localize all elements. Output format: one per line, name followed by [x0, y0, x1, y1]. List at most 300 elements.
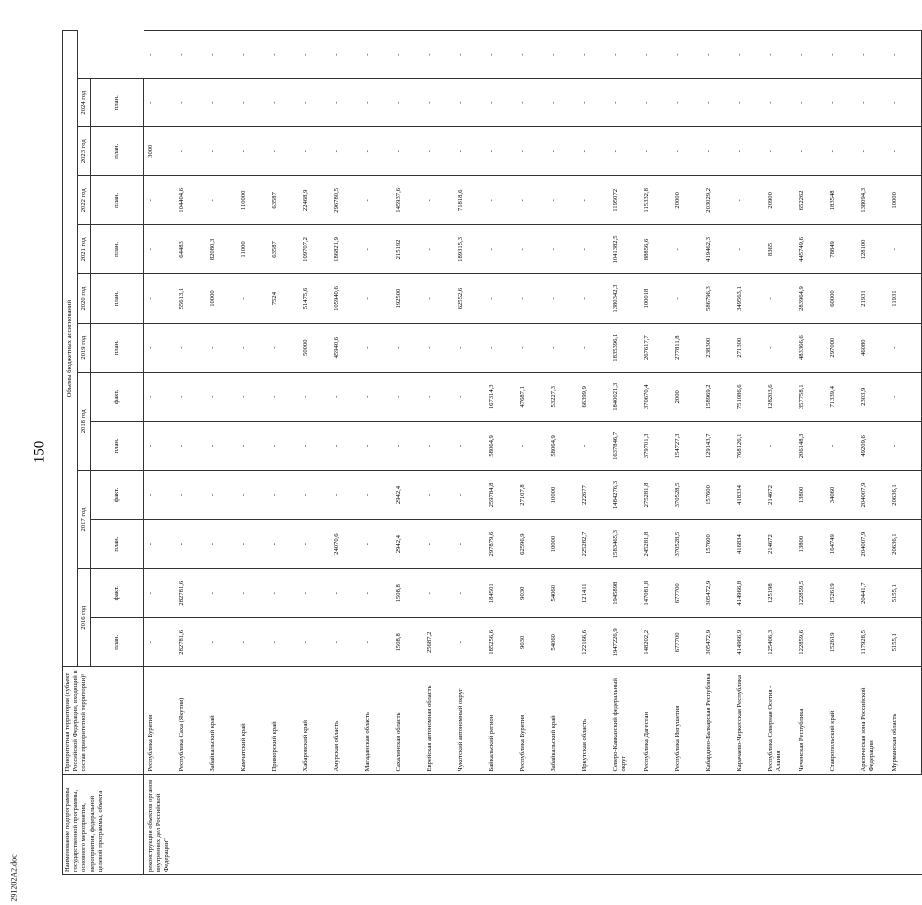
- value-cell: -: [208, 79, 239, 127]
- region-name-cell: Приморский край: [270, 667, 301, 774]
- region-name-cell: Арктическая зона Российской Федерации: [859, 667, 890, 774]
- value-cell: 416834: [735, 520, 766, 569]
- value-cell: -: [394, 323, 425, 372]
- value-cell: -: [890, 372, 922, 421]
- value-cell: -: [425, 520, 456, 569]
- value-cell: -: [828, 421, 859, 470]
- value-cell: -: [394, 372, 425, 421]
- value-cell: -: [208, 127, 239, 176]
- value-cell: -: [735, 176, 766, 225]
- value-cell: 267617,7: [642, 323, 673, 372]
- value-cell: -: [890, 421, 922, 470]
- value-cell: 238300: [704, 323, 735, 372]
- value-cell: 128203,6: [766, 372, 797, 421]
- region-name-cell: Республика Северная Осетия - Алания: [766, 667, 797, 774]
- value-cell: 1484276,3: [611, 470, 642, 519]
- value-cell: -: [425, 176, 456, 225]
- value-cell: -: [704, 79, 735, 127]
- table-row: [425, 31, 456, 875]
- value-cell: 129143,7: [704, 421, 735, 470]
- value-cell: 71818,6: [456, 176, 487, 225]
- value-cell: -: [487, 79, 518, 127]
- value-cell: -: [580, 274, 611, 323]
- value-cell: -: [549, 176, 580, 225]
- value-cell: 677700: [673, 569, 704, 618]
- value-cell: -: [487, 31, 518, 79]
- value-cell: 10000: [549, 520, 580, 569]
- value-cell: 62596,9: [518, 520, 549, 569]
- value-cell: 71339,4: [828, 372, 859, 421]
- value-cell: 214672: [766, 470, 797, 519]
- value-cell: 152619: [828, 569, 859, 618]
- value-cell: -: [487, 127, 518, 176]
- value-cell: 88856,6: [642, 225, 673, 274]
- value-cell: 121411: [580, 569, 611, 618]
- value-cell: 751086,6: [735, 372, 766, 421]
- value-cell: 1380342,3: [611, 274, 642, 323]
- value-cell: -: [363, 470, 394, 519]
- value-cell: -: [363, 520, 394, 569]
- table-row: [301, 31, 332, 875]
- value-cell: 282781,6: [177, 569, 208, 618]
- value-cell: -: [425, 274, 456, 323]
- value-cell: -: [766, 31, 797, 79]
- region-name-cell: Республика Саха (Якутия): [177, 667, 208, 774]
- table-row: [549, 31, 580, 875]
- value-cell: -: [735, 225, 766, 274]
- value-cell: 215192: [394, 225, 425, 274]
- value-cell: 20636,1: [890, 520, 922, 569]
- value-cell: -: [425, 127, 456, 176]
- value-cell: -: [518, 176, 549, 225]
- value-cell: 1508,8: [394, 618, 425, 667]
- region-name-cell: Хабаровский край: [301, 667, 332, 774]
- value-cell: 245281,8: [642, 520, 673, 569]
- table-row: [611, 31, 642, 875]
- value-cell: 183548: [828, 176, 859, 225]
- table-row: [363, 31, 394, 875]
- value-cell: 185256,6: [487, 618, 518, 667]
- value-cell: 189315,3: [456, 225, 487, 274]
- value-cell: -: [487, 274, 518, 323]
- value-cell: -: [456, 372, 487, 421]
- value-cell: 2000: [673, 372, 704, 421]
- value-cell: 1508,8: [394, 569, 425, 618]
- value-cell: 1583465,3: [611, 520, 642, 569]
- value-cell: 58064,9: [487, 421, 518, 470]
- object-label-cell: реконструкция объектов органов внутренних дел Российской Федерации": [144, 774, 922, 874]
- value-cell: 164749: [828, 520, 859, 569]
- header-plan: план.: [91, 274, 144, 323]
- budget-table: [62, 30, 922, 875]
- value-cell: 10000: [549, 470, 580, 519]
- value-cell: -: [301, 372, 332, 421]
- value-cell: 419462,3: [704, 225, 735, 274]
- header-year-2021: 2021 год: [78, 225, 91, 274]
- value-cell: -: [177, 372, 208, 421]
- value-cell: -: [270, 421, 301, 470]
- value-cell: -: [363, 225, 394, 274]
- value-cell: -: [766, 421, 797, 470]
- value-cell: 184501: [487, 569, 518, 618]
- table-row: [704, 31, 735, 875]
- region-name-cell: Чеченская Республика: [797, 667, 828, 774]
- value-cell: -: [859, 127, 890, 176]
- table-row: [580, 31, 611, 875]
- value-cell: -: [704, 31, 735, 79]
- value-cell: -: [456, 618, 487, 667]
- value-cell: 55613,1: [177, 274, 208, 323]
- value-cell: -: [144, 372, 178, 421]
- value-cell: 3000: [144, 127, 178, 176]
- value-cell: 297879,6: [487, 520, 518, 569]
- value-cell: -: [766, 323, 797, 372]
- value-cell: -: [487, 323, 518, 372]
- value-cell: 277811,8: [673, 323, 704, 372]
- value-cell: -: [704, 127, 735, 176]
- value-cell: 1041382,5: [611, 225, 642, 274]
- value-cell: -: [144, 274, 178, 323]
- value-cell: 652262: [797, 176, 828, 225]
- value-cell: -: [456, 127, 487, 176]
- value-cell: -: [144, 323, 178, 372]
- value-cell: 5155,1: [890, 618, 922, 667]
- value-cell: -: [363, 323, 394, 372]
- value-cell: -: [270, 127, 301, 176]
- value-cell: 1835396,1: [611, 323, 642, 372]
- value-cell: -: [642, 79, 673, 127]
- value-cell: 9030: [518, 618, 549, 667]
- value-cell: -: [425, 470, 456, 519]
- value-cell: 53227,3: [549, 372, 580, 421]
- value-cell: -: [208, 470, 239, 519]
- header-plan: план.: [91, 127, 144, 176]
- value-cell: 370670,4: [642, 372, 673, 421]
- value-cell: 10000: [208, 274, 239, 323]
- table-row: [797, 31, 828, 875]
- value-cell: -: [177, 520, 208, 569]
- value-cell: -: [890, 127, 922, 176]
- value-cell: 7524: [270, 274, 301, 323]
- value-cell: -: [518, 323, 549, 372]
- value-cell: 145937,6: [394, 176, 425, 225]
- value-cell: -: [394, 421, 425, 470]
- value-cell: -: [580, 323, 611, 372]
- value-cell: 110000: [239, 176, 270, 225]
- value-cell: 586796,3: [704, 274, 735, 323]
- value-cell: 677700: [673, 618, 704, 667]
- table-row: [332, 31, 363, 875]
- value-cell: -: [177, 31, 208, 79]
- value-cell: 206148,3: [797, 421, 828, 470]
- header-plan: план.: [91, 225, 144, 274]
- value-cell: -: [177, 79, 208, 127]
- value-cell: 167314,3: [487, 372, 518, 421]
- region-name-cell: Республика Бурятия: [518, 667, 549, 774]
- value-cell: -: [363, 274, 394, 323]
- value-cell: 54060: [549, 618, 580, 667]
- value-cell: 11931: [890, 274, 922, 323]
- value-cell: -: [425, 421, 456, 470]
- value-cell: -: [177, 470, 208, 519]
- table-row: [766, 31, 797, 875]
- value-cell: -: [270, 323, 301, 372]
- value-cell: -: [363, 31, 394, 79]
- header-year-2017: 2017 год: [78, 470, 91, 568]
- value-cell: -: [301, 421, 332, 470]
- value-cell: -: [797, 127, 828, 176]
- value-cell: 82080,3: [208, 225, 239, 274]
- value-cell: -: [177, 421, 208, 470]
- value-cell: -: [580, 79, 611, 127]
- value-cell: 357758,1: [797, 372, 828, 421]
- value-cell: -: [239, 79, 270, 127]
- value-cell: -: [828, 127, 859, 176]
- header-plan: план.: [91, 520, 144, 569]
- value-cell: -: [363, 372, 394, 421]
- value-cell: 158969,2: [704, 372, 735, 421]
- value-cell: 128100: [859, 225, 890, 274]
- value-cell: 138094,3: [859, 176, 890, 225]
- value-cell: 2942,4: [394, 520, 425, 569]
- value-cell: 8365: [766, 225, 797, 274]
- value-cell: -: [766, 79, 797, 127]
- value-cell: 50000: [301, 323, 332, 372]
- header-year-2016: 2016 год: [78, 569, 91, 667]
- region-name-cell: Мурманская область: [890, 667, 922, 774]
- header-year-2018: 2018 год: [78, 372, 91, 470]
- value-cell: 414966,8: [735, 569, 766, 618]
- value-cell: -: [425, 323, 456, 372]
- table-row: [177, 31, 208, 875]
- header-fact: факт.: [91, 372, 144, 421]
- value-cell: -: [890, 31, 922, 79]
- value-cell: -: [270, 470, 301, 519]
- value-cell: 1947226,9: [611, 618, 642, 667]
- table-row: [859, 31, 890, 875]
- table-row: [394, 31, 425, 875]
- value-cell: 204007,9: [859, 470, 890, 519]
- value-cell: -: [580, 176, 611, 225]
- value-cell: 109707,2: [301, 225, 332, 274]
- value-cell: -: [456, 421, 487, 470]
- value-cell: 63587: [270, 176, 301, 225]
- value-cell: -: [456, 470, 487, 519]
- value-cell: 283964,9: [797, 274, 828, 323]
- value-cell: 60000: [828, 274, 859, 323]
- value-cell: -: [425, 569, 456, 618]
- value-cell: -: [332, 618, 363, 667]
- value-cell: -: [890, 225, 922, 274]
- value-cell: -: [301, 127, 332, 176]
- table-row: [735, 31, 766, 875]
- header-plan: план.: [91, 323, 144, 372]
- value-cell: -: [270, 569, 301, 618]
- value-cell: 1195072: [611, 176, 642, 225]
- header-program-name: Наименование подпрограммы государственной программы, основного мероприятия, мероприятия, федеральной целевой программы, объекта: [63, 774, 144, 874]
- header-fact: факт.: [91, 470, 144, 519]
- value-cell: -: [270, 618, 301, 667]
- value-cell: 100018: [642, 274, 673, 323]
- value-cell: 125198: [766, 569, 797, 618]
- value-cell: -: [487, 176, 518, 225]
- value-cell: 51475,6: [301, 274, 332, 323]
- value-cell: 370528,5: [673, 520, 704, 569]
- table-row: [642, 31, 673, 875]
- value-cell: -: [518, 31, 549, 79]
- value-cell: 115332,8: [642, 176, 673, 225]
- value-cell: -: [611, 127, 642, 176]
- value-cell: 104404,6: [177, 176, 208, 225]
- region-name-cell: Еврейская автономная область: [425, 667, 456, 774]
- value-cell: -: [425, 79, 456, 127]
- value-cell: -: [144, 520, 178, 569]
- value-cell: -: [828, 79, 859, 127]
- table-row: [487, 31, 518, 875]
- value-cell: -: [144, 569, 178, 618]
- value-cell: -: [580, 421, 611, 470]
- value-cell: -: [673, 79, 704, 127]
- value-cell: -: [144, 618, 178, 667]
- header-year-2022: 2022 год: [78, 176, 91, 225]
- value-cell: 157600: [704, 520, 735, 569]
- region-name-cell: Сахалинская область: [394, 667, 425, 774]
- value-cell: -: [301, 618, 332, 667]
- value-cell: -: [394, 79, 425, 127]
- value-cell: -: [270, 79, 301, 127]
- region-name-cell: Ставропольский край: [828, 667, 859, 774]
- region-name-cell: Магаданская область: [363, 667, 394, 774]
- value-cell: -: [735, 79, 766, 127]
- header-year-2019: 2019 год: [78, 323, 91, 372]
- value-cell: 122859,5: [797, 569, 828, 618]
- value-cell: 21931: [859, 274, 890, 323]
- value-cell: 204007,9: [859, 520, 890, 569]
- value-cell: 768126,1: [735, 421, 766, 470]
- value-cell: -: [144, 421, 178, 470]
- value-cell: 13800: [797, 520, 828, 569]
- value-cell: 49209,6: [859, 421, 890, 470]
- value-cell: 20636,1: [890, 470, 922, 519]
- value-cell: -: [301, 31, 332, 79]
- header-fact: факт.: [91, 569, 144, 618]
- header-priority-territory: Приоритетная территория (субъект Российской Федерации, входящий в состав приоритетной территории)¹: [63, 667, 144, 774]
- document-filename: 291202A2.doc: [9, 854, 19, 902]
- value-cell: -: [549, 127, 580, 176]
- value-cell: -: [890, 323, 922, 372]
- value-cell: -: [332, 470, 363, 519]
- value-cell: 192500: [394, 274, 425, 323]
- header-budget-volumes: Объемы бюджетных ассигнований: [63, 31, 78, 667]
- value-cell: 45940,6: [332, 323, 363, 372]
- value-cell: 125406,3: [766, 618, 797, 667]
- value-cell: -: [456, 323, 487, 372]
- region-name-cell: Кабардино-Балкарская Республика: [704, 667, 735, 774]
- value-cell: -: [456, 520, 487, 569]
- value-cell: -: [518, 127, 549, 176]
- value-cell: -: [332, 569, 363, 618]
- value-cell: 5155,1: [890, 569, 922, 618]
- region-name-cell: Республика Дагестан: [642, 667, 673, 774]
- value-cell: -: [332, 31, 363, 79]
- value-cell: 2303,9: [859, 372, 890, 421]
- table-row: [890, 31, 922, 875]
- region-name-cell: Забайкальский край: [208, 667, 239, 774]
- value-cell: -: [642, 127, 673, 176]
- value-cell: 271300: [735, 323, 766, 372]
- value-cell: -: [673, 274, 704, 323]
- value-cell: -: [363, 569, 394, 618]
- value-cell: 148202,2: [642, 618, 673, 667]
- value-cell: -: [890, 79, 922, 127]
- value-cell: 62552,6: [456, 274, 487, 323]
- value-cell: 47687,1: [518, 372, 549, 421]
- value-cell: -: [177, 323, 208, 372]
- value-cell: -: [518, 79, 549, 127]
- value-cell: 1840021,3: [611, 372, 642, 421]
- value-cell: 25687,2: [425, 618, 456, 667]
- table-body: [144, 31, 922, 875]
- value-cell: 24070,6: [332, 520, 363, 569]
- value-cell: -: [270, 31, 301, 79]
- value-cell: -: [580, 31, 611, 79]
- value-cell: -: [580, 127, 611, 176]
- value-cell: 379701,3: [642, 421, 673, 470]
- value-cell: 9030: [518, 569, 549, 618]
- value-cell: -: [301, 79, 332, 127]
- header-plan: план.: [91, 79, 144, 127]
- value-cell: -: [208, 323, 239, 372]
- value-cell: -: [394, 127, 425, 176]
- region-name-cell: Республика Ингушетия: [673, 667, 704, 774]
- value-cell: -: [766, 127, 797, 176]
- value-cell: 154727,3: [673, 421, 704, 470]
- value-cell: -: [332, 372, 363, 421]
- table-row: [208, 31, 239, 875]
- value-cell: 214672: [766, 520, 797, 569]
- value-cell: -: [208, 176, 239, 225]
- region-name-cell: Амурская область: [332, 667, 363, 774]
- value-cell: -: [673, 31, 704, 79]
- value-cell: -: [673, 225, 704, 274]
- value-cell: -: [239, 470, 270, 519]
- value-cell: 22468,9: [301, 176, 332, 225]
- value-cell: -: [270, 520, 301, 569]
- value-cell: 275281,8: [642, 470, 673, 519]
- value-cell: -: [518, 421, 549, 470]
- value-cell: -: [735, 127, 766, 176]
- value-cell: -: [239, 520, 270, 569]
- value-cell: -: [859, 79, 890, 127]
- region-name-cell: Северо-Кавказский федеральный округ: [611, 667, 642, 774]
- value-cell: -: [518, 225, 549, 274]
- rotated-table-container: [62, 30, 898, 875]
- header-year-2024: 2024 год: [78, 79, 91, 127]
- value-cell: -: [766, 274, 797, 323]
- region-name-cell: Карачаево-Черкесская Республика: [735, 667, 766, 774]
- value-cell: -: [363, 79, 394, 127]
- value-cell: -: [363, 618, 394, 667]
- value-cell: 370528,5: [673, 470, 704, 519]
- value-cell: -: [239, 421, 270, 470]
- table-row: [673, 31, 704, 875]
- value-cell: 414966,9: [735, 618, 766, 667]
- value-cell: -: [425, 372, 456, 421]
- value-cell: -: [144, 79, 178, 127]
- value-cell: -: [859, 31, 890, 79]
- value-cell: 305472,9: [704, 618, 735, 667]
- header-year-2020: 2020 год: [78, 274, 91, 323]
